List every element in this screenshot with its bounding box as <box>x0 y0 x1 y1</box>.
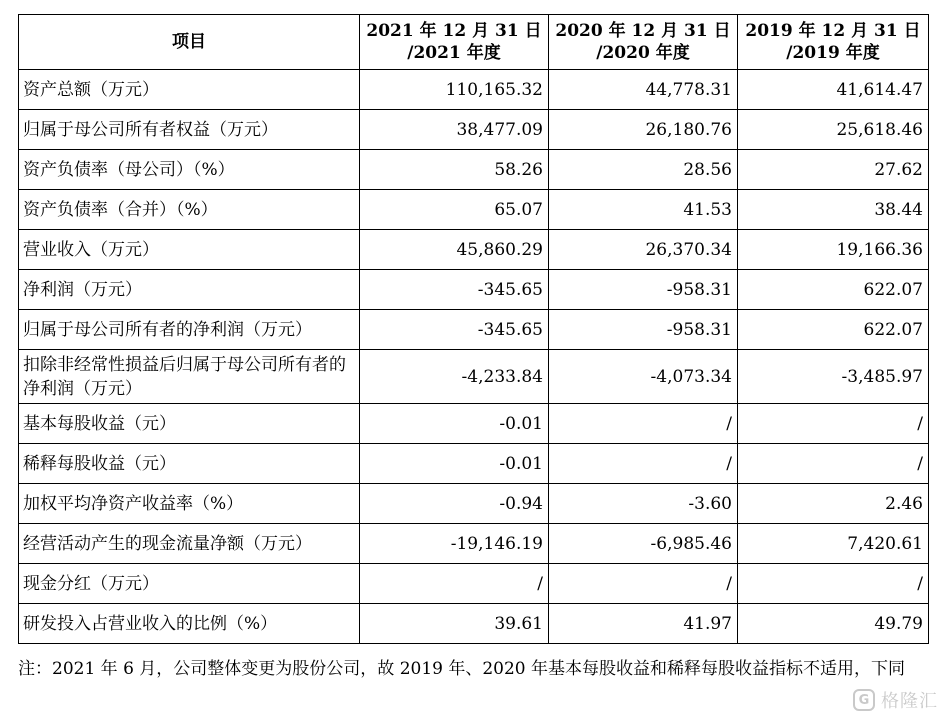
cell-2020: -4,073.34 <box>549 350 738 404</box>
table-row <box>19 270 929 310</box>
cell-2019: 49.79 <box>738 604 929 644</box>
cell-2019: 622.07 <box>738 270 929 310</box>
table-row <box>19 310 929 350</box>
cell-2019: -3,485.97 <box>738 350 929 404</box>
cell-2019: / <box>738 404 929 444</box>
cell-2019: / <box>738 444 929 484</box>
table-row <box>19 230 929 270</box>
table-header-row <box>19 15 929 70</box>
cell-2020: 41.53 <box>549 190 738 230</box>
header-2021-line1: 2021 年 12 月 31 日 <box>366 21 542 41</box>
cell-2020: -958.31 <box>549 310 738 350</box>
row-label: 净利润（万元） <box>19 270 360 310</box>
cell-2021: -345.65 <box>360 310 549 350</box>
row-label: 资产负债率（合并）（%） <box>19 190 360 230</box>
header-2020-line1: 2020 年 12 月 31 日 <box>555 21 731 41</box>
cell-2021: -19,146.19 <box>360 524 549 564</box>
cell-2019: / <box>738 564 929 604</box>
cell-2019: 2.46 <box>738 484 929 524</box>
cell-2020: 44,778.31 <box>549 70 738 110</box>
row-label: 营业收入（万元） <box>19 230 360 270</box>
row-label: 扣除非经常性损益后归属于母公司所有者的净利润（万元） <box>19 350 360 404</box>
header-2021-line2: /2021 年度 <box>407 43 501 63</box>
cell-2020: -6,985.46 <box>549 524 738 564</box>
table-row <box>19 110 929 150</box>
row-label: 基本每股收益（元） <box>19 404 360 444</box>
header-2019-line1: 2019 年 12 月 31 日 <box>745 21 921 41</box>
header-item-label: 项目 <box>172 32 206 52</box>
row-label: 资产总额（万元） <box>19 70 360 110</box>
cell-2019: 25,618.46 <box>738 110 929 150</box>
table-row <box>19 150 929 190</box>
cell-2020: / <box>549 444 738 484</box>
table-row <box>19 190 929 230</box>
cell-2021: 45,860.29 <box>360 230 549 270</box>
cell-2021: 110,165.32 <box>360 70 549 110</box>
header-2021 <box>360 15 549 70</box>
cell-2019: 41,614.47 <box>738 70 929 110</box>
watermark-text: 格隆汇 <box>881 691 938 712</box>
cell-2021: -4,233.84 <box>360 350 549 404</box>
cell-2021: 65.07 <box>360 190 549 230</box>
table-row <box>19 444 929 484</box>
header-2019-line2: /2019 年度 <box>786 43 880 63</box>
cell-2021: -345.65 <box>360 270 549 310</box>
cell-2019: 38.44 <box>738 190 929 230</box>
cell-2020: 41.97 <box>549 604 738 644</box>
cell-2021: 38,477.09 <box>360 110 549 150</box>
row-label: 归属于母公司所有者的净利润（万元） <box>19 310 360 350</box>
table-row <box>19 484 929 524</box>
cell-2021: -0.01 <box>360 444 549 484</box>
watermark <box>853 687 938 713</box>
cell-2020: 26,370.34 <box>549 230 738 270</box>
cell-2021: -0.01 <box>360 404 549 444</box>
cell-2020: 26,180.76 <box>549 110 738 150</box>
cell-2021: 39.61 <box>360 604 549 644</box>
cell-2019: 19,166.36 <box>738 230 929 270</box>
financial-data-table <box>18 14 929 644</box>
row-label: 归属于母公司所有者权益（万元） <box>19 110 360 150</box>
table-row <box>19 70 929 110</box>
cell-2021: 58.26 <box>360 150 549 190</box>
cell-2019: 7,420.61 <box>738 524 929 564</box>
cell-2020: 28.56 <box>549 150 738 190</box>
cell-2020: -958.31 <box>549 270 738 310</box>
footnote: 注：2021 年 6 月，公司整体变更为股份公司，故 2019 年、2020 年基本每股收益和稀释每股收益指标不适用，下同 <box>18 659 906 679</box>
cell-2020: / <box>549 404 738 444</box>
cell-2020: -3.60 <box>549 484 738 524</box>
cell-2019: 622.07 <box>738 310 929 350</box>
gelonghui-logo-icon: G <box>853 689 875 711</box>
cell-2021: -0.94 <box>360 484 549 524</box>
row-label: 研发投入占营业收入的比例（%） <box>19 604 360 644</box>
row-label: 资产负债率（母公司）（%） <box>19 150 360 190</box>
cell-2021: / <box>360 564 549 604</box>
header-item <box>19 15 360 70</box>
cell-2019: 27.62 <box>738 150 929 190</box>
table-row <box>19 524 929 564</box>
row-label: 经营活动产生的现金流量净额（万元） <box>19 524 360 564</box>
row-label: 现金分红（万元） <box>19 564 360 604</box>
table-row <box>19 350 929 404</box>
row-label: 稀释每股收益（元） <box>19 444 360 484</box>
header-2020-line2: /2020 年度 <box>596 43 690 63</box>
table-row <box>19 604 929 644</box>
row-label: 加权平均净资产收益率（%） <box>19 484 360 524</box>
cell-2020: / <box>549 564 738 604</box>
table-row <box>19 564 929 604</box>
header-2019 <box>738 15 929 70</box>
header-2020 <box>549 15 738 70</box>
table-row <box>19 404 929 444</box>
